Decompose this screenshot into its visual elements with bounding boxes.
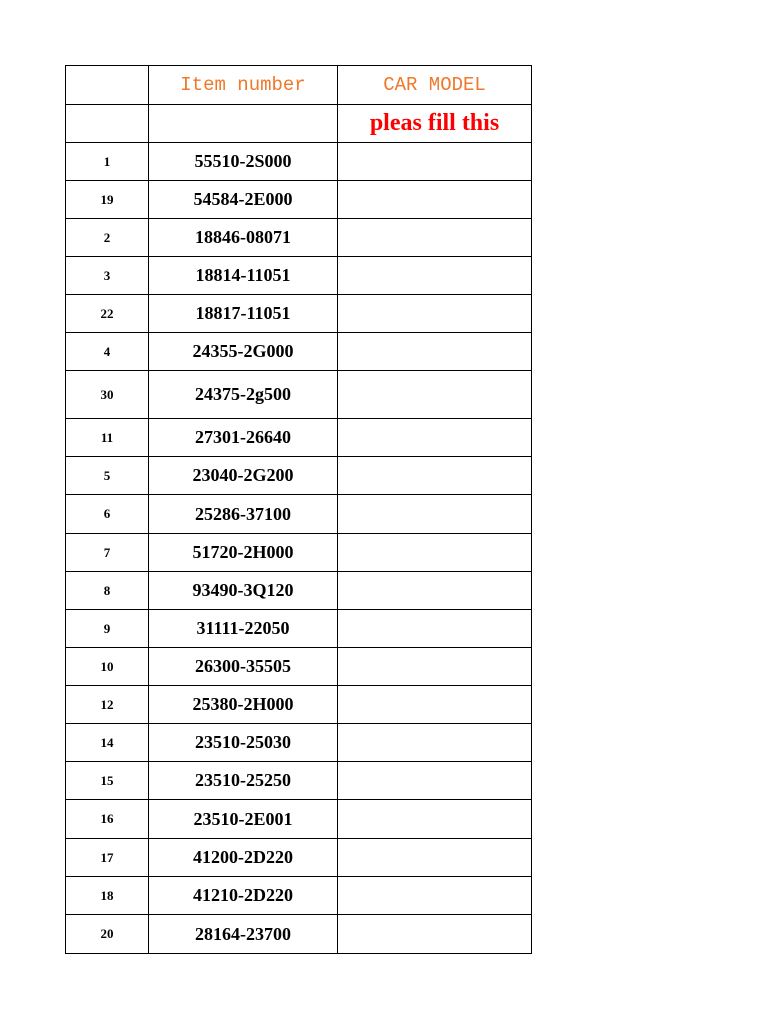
fill-instruction[interactable]: pleas fill this <box>338 105 532 143</box>
car-model-cell[interactable] <box>338 648 532 686</box>
table-row <box>66 371 532 419</box>
item-number-cell[interactable]: 41200-2D220 <box>149 839 338 877</box>
header-index-cell[interactable] <box>66 66 149 105</box>
row-number-cell[interactable]: 1 <box>66 143 149 181</box>
table-row <box>66 762 532 800</box>
item-number-cell[interactable]: 18814-11051 <box>149 257 338 295</box>
table-row <box>66 800 532 839</box>
car-model-cell[interactable] <box>338 143 532 181</box>
item-number-cell[interactable]: 55510-2S000 <box>149 143 338 181</box>
item-number-cell[interactable]: 26300-35505 <box>149 648 338 686</box>
car-model-cell[interactable] <box>338 371 532 419</box>
table-row <box>66 648 532 686</box>
table-row <box>66 877 532 915</box>
car-model-cell[interactable] <box>338 915 532 954</box>
car-model-cell[interactable] <box>338 419 532 457</box>
table-row <box>66 572 532 610</box>
item-number-cell[interactable]: 25286-37100 <box>149 495 338 534</box>
table-row <box>66 333 532 371</box>
header-row <box>66 66 532 105</box>
table-row <box>66 257 532 295</box>
car-model-cell[interactable] <box>338 686 532 724</box>
item-number-header[interactable]: Item number <box>149 66 338 105</box>
item-number-cell[interactable]: 23510-25250 <box>149 762 338 800</box>
row-number-cell[interactable]: 3 <box>66 257 149 295</box>
row-number-cell[interactable]: 4 <box>66 333 149 371</box>
row-number-cell[interactable]: 5 <box>66 457 149 495</box>
note-index-cell[interactable] <box>66 105 149 143</box>
table-row <box>66 419 532 457</box>
car-model-cell[interactable] <box>338 572 532 610</box>
row-number-cell[interactable]: 22 <box>66 295 149 333</box>
row-number-cell[interactable]: 8 <box>66 572 149 610</box>
table-row <box>66 457 532 495</box>
car-model-header[interactable]: CAR MODEL <box>338 66 532 105</box>
item-number-cell[interactable]: 24355-2G000 <box>149 333 338 371</box>
row-number-cell[interactable]: 7 <box>66 534 149 572</box>
table-row <box>66 295 532 333</box>
item-number-cell[interactable]: 31111-22050 <box>149 610 338 648</box>
car-model-cell[interactable] <box>338 457 532 495</box>
car-model-cell[interactable] <box>338 295 532 333</box>
table-row <box>66 143 532 181</box>
row-number-cell[interactable]: 6 <box>66 495 149 534</box>
item-number-cell[interactable]: 93490-3Q120 <box>149 572 338 610</box>
item-number-cell[interactable]: 51720-2H000 <box>149 534 338 572</box>
data-rows <box>66 143 532 954</box>
item-number-cell[interactable]: 41210-2D220 <box>149 877 338 915</box>
table-row <box>66 219 532 257</box>
car-model-cell[interactable] <box>338 800 532 839</box>
note-row <box>66 105 532 143</box>
row-number-cell[interactable]: 2 <box>66 219 149 257</box>
row-number-cell[interactable]: 14 <box>66 724 149 762</box>
table-row <box>66 915 532 954</box>
note-item-cell[interactable] <box>149 105 338 143</box>
row-number-cell[interactable]: 30 <box>66 371 149 419</box>
table-row <box>66 495 532 534</box>
item-number-cell[interactable]: 18846-08071 <box>149 219 338 257</box>
table-row <box>66 724 532 762</box>
table-row <box>66 686 532 724</box>
table-row <box>66 839 532 877</box>
row-number-cell[interactable]: 19 <box>66 181 149 219</box>
item-number-cell[interactable]: 24375-2g500 <box>149 371 338 419</box>
item-number-cell[interactable]: 28164-23700 <box>149 915 338 954</box>
item-number-cell[interactable]: 25380-2H000 <box>149 686 338 724</box>
car-model-cell[interactable] <box>338 534 532 572</box>
row-number-cell[interactable]: 9 <box>66 610 149 648</box>
row-number-cell[interactable]: 20 <box>66 915 149 954</box>
car-model-cell[interactable] <box>338 181 532 219</box>
row-number-cell[interactable]: 15 <box>66 762 149 800</box>
car-model-cell[interactable] <box>338 219 532 257</box>
row-number-cell[interactable]: 18 <box>66 877 149 915</box>
item-number-cell[interactable]: 27301-26640 <box>149 419 338 457</box>
row-number-cell[interactable]: 11 <box>66 419 149 457</box>
row-number-cell[interactable]: 12 <box>66 686 149 724</box>
car-model-cell[interactable] <box>338 257 532 295</box>
item-number-cell[interactable]: 23040-2G200 <box>149 457 338 495</box>
item-number-cell[interactable]: 18817-11051 <box>149 295 338 333</box>
item-number-cell[interactable]: 23510-2E001 <box>149 800 338 839</box>
car-model-cell[interactable] <box>338 839 532 877</box>
table-row <box>66 534 532 572</box>
car-model-cell[interactable] <box>338 762 532 800</box>
car-model-cell[interactable] <box>338 495 532 534</box>
car-model-cell[interactable] <box>338 724 532 762</box>
table-row <box>66 610 532 648</box>
car-model-cell[interactable] <box>338 333 532 371</box>
car-model-cell[interactable] <box>338 610 532 648</box>
table-row <box>66 181 532 219</box>
car-model-cell[interactable] <box>338 877 532 915</box>
item-number-cell[interactable]: 54584-2E000 <box>149 181 338 219</box>
parts-table <box>65 65 532 954</box>
row-number-cell[interactable]: 10 <box>66 648 149 686</box>
item-number-cell[interactable]: 23510-25030 <box>149 724 338 762</box>
row-number-cell[interactable]: 17 <box>66 839 149 877</box>
row-number-cell[interactable]: 16 <box>66 800 149 839</box>
